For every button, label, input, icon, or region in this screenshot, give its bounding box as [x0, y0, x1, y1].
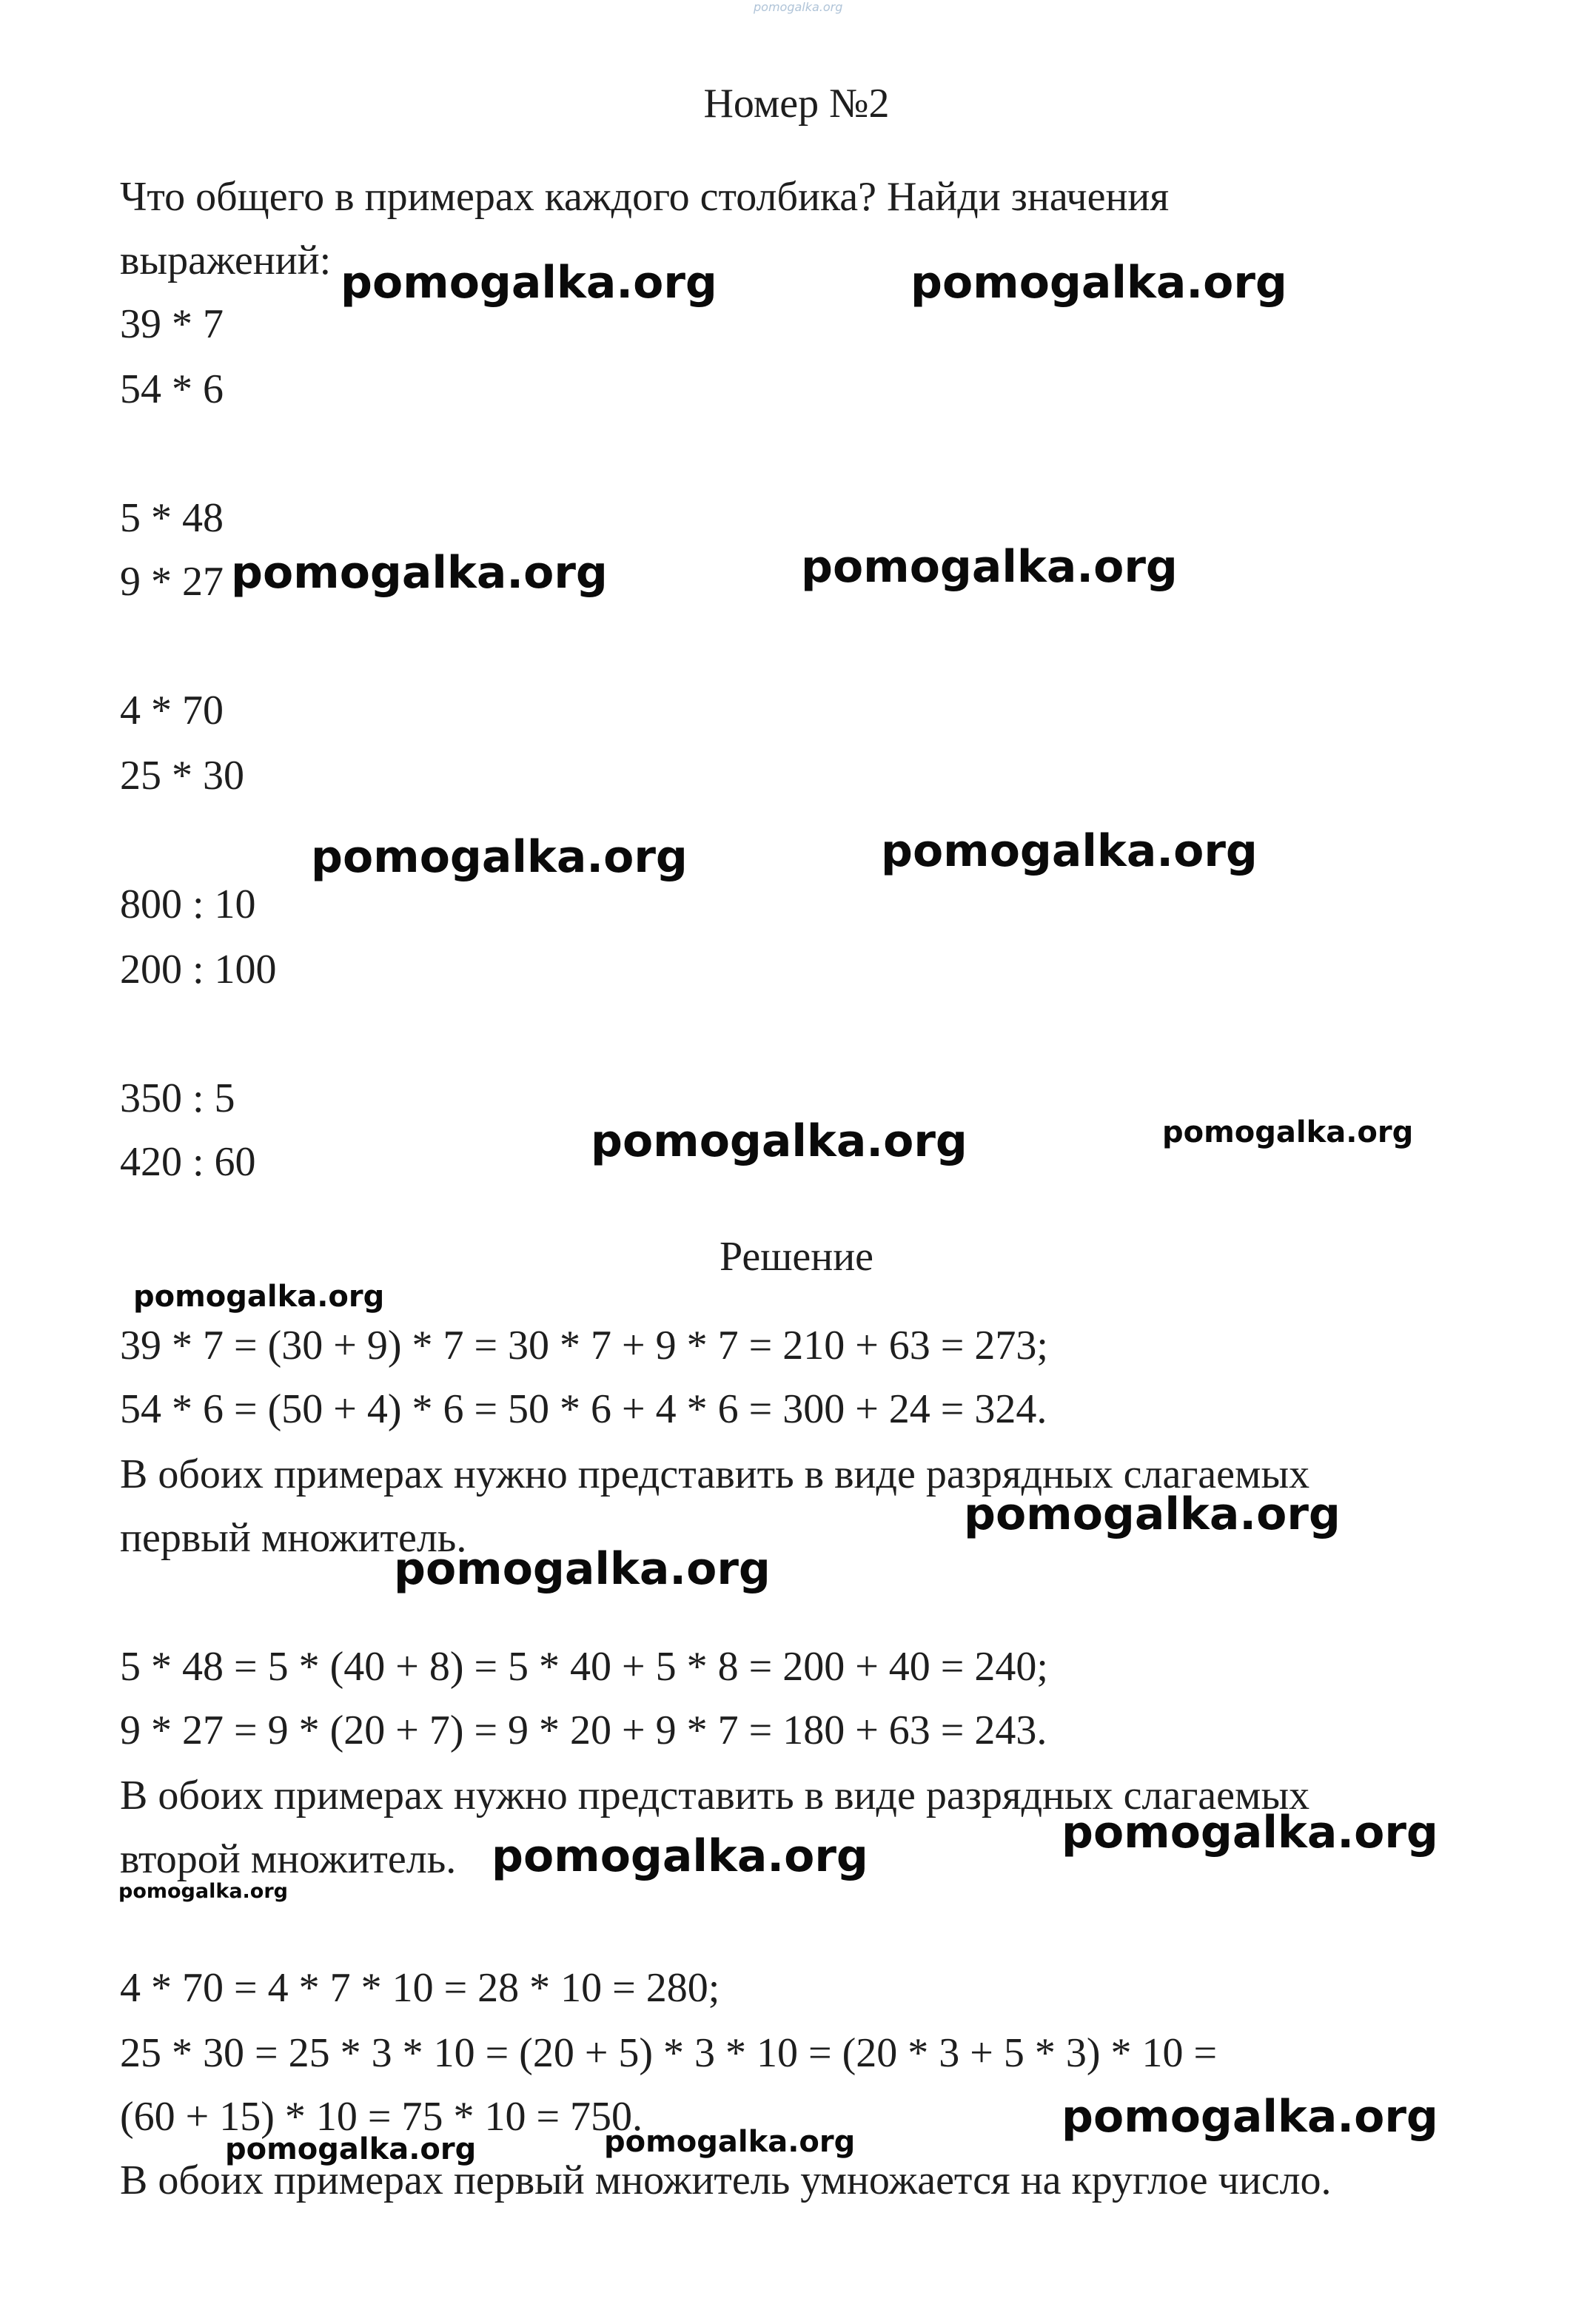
solution-line: 4 * 70 = 4 * 7 * 10 = 28 * 10 = 280; [120, 1965, 720, 2011]
expression: 39 * 7 [120, 301, 224, 347]
expression: 5 * 48 [120, 495, 224, 541]
watermark-top: pomogalka.org [754, 0, 843, 14]
expression: 800 : 10 [120, 881, 256, 927]
watermark: pomogalka.org [1162, 1115, 1414, 1149]
solution-line: (60 + 15) * 10 = 75 * 10 = 750. [120, 2094, 643, 2140]
watermark: pomogalka.org [604, 2125, 856, 2159]
watermark: pomogalka.org [311, 831, 688, 883]
solution-line: первый множитель. [120, 1515, 467, 1561]
expression: 54 * 6 [120, 366, 224, 412]
watermark: pomogalka.org [394, 1543, 771, 1595]
page-title: Номер №2 [703, 81, 890, 127]
watermark: pomogalka.org [231, 547, 608, 599]
expression: 4 * 70 [120, 688, 224, 733]
watermark: pomogalka.org [118, 1880, 288, 1903]
solution-line: 54 * 6 = (50 + 4) * 6 = 50 * 6 + 4 * 6 = 300 + 24 = 324. [120, 1386, 1047, 1432]
solution-line: 25 * 30 = 25 * 3 * 10 = (20 + 5) * 3 * 10 = (20 * 3 + 5 * 3) * 10 = [120, 2030, 1218, 2076]
solution-heading: Решение [719, 1234, 874, 1280]
expression: 420 : 60 [120, 1139, 256, 1185]
solution-line: 39 * 7 = (30 + 9) * 7 = 30 * 7 + 9 * 7 = 210 + 63 = 273; [120, 1323, 1048, 1368]
task-line-1: Что общего в примерах каждого столбика? Найди значения [120, 174, 1170, 220]
watermark: pomogalka.org [591, 1115, 967, 1167]
watermark: pomogalka.org [964, 1488, 1341, 1540]
solution-line: В обоих примерах нужно представить в виде разрядных слагаемых [120, 1451, 1310, 1497]
watermark: pomogalka.org [133, 1280, 385, 1314]
solution-line: В обоих примерах первый множитель умножается на круглое число. [120, 2157, 1332, 2203]
expression: 9 * 27 [120, 559, 224, 605]
watermark: pomogalka.org [492, 1830, 868, 1882]
watermark: pomogalka.org [801, 541, 1178, 593]
watermark: pomogalka.org [1062, 2091, 1438, 2143]
task-line-2: выражений: [120, 238, 332, 283]
watermark: pomogalka.org [225, 2132, 477, 2166]
watermark: pomogalka.org [910, 257, 1287, 309]
solution-line: второй множитель. [120, 1836, 457, 1882]
watermark: pomogalka.org [881, 825, 1258, 877]
solution-line: 5 * 48 = 5 * (40 + 8) = 5 * 40 + 5 * 8 = 200 + 40 = 240; [120, 1644, 1048, 1690]
solution-line: 9 * 27 = 9 * (20 + 7) = 9 * 20 + 9 * 7 = 180 + 63 = 243. [120, 1707, 1047, 1753]
expression: 350 : 5 [120, 1075, 235, 1121]
watermark: pomogalka.org [1062, 1807, 1438, 1858]
solution-line: В обоих примерах нужно представить в виде разрядных слагаемых [120, 1773, 1310, 1818]
expression: 200 : 100 [120, 947, 277, 993]
watermark: pomogalka.org [341, 257, 717, 309]
expression: 25 * 30 [120, 753, 244, 799]
